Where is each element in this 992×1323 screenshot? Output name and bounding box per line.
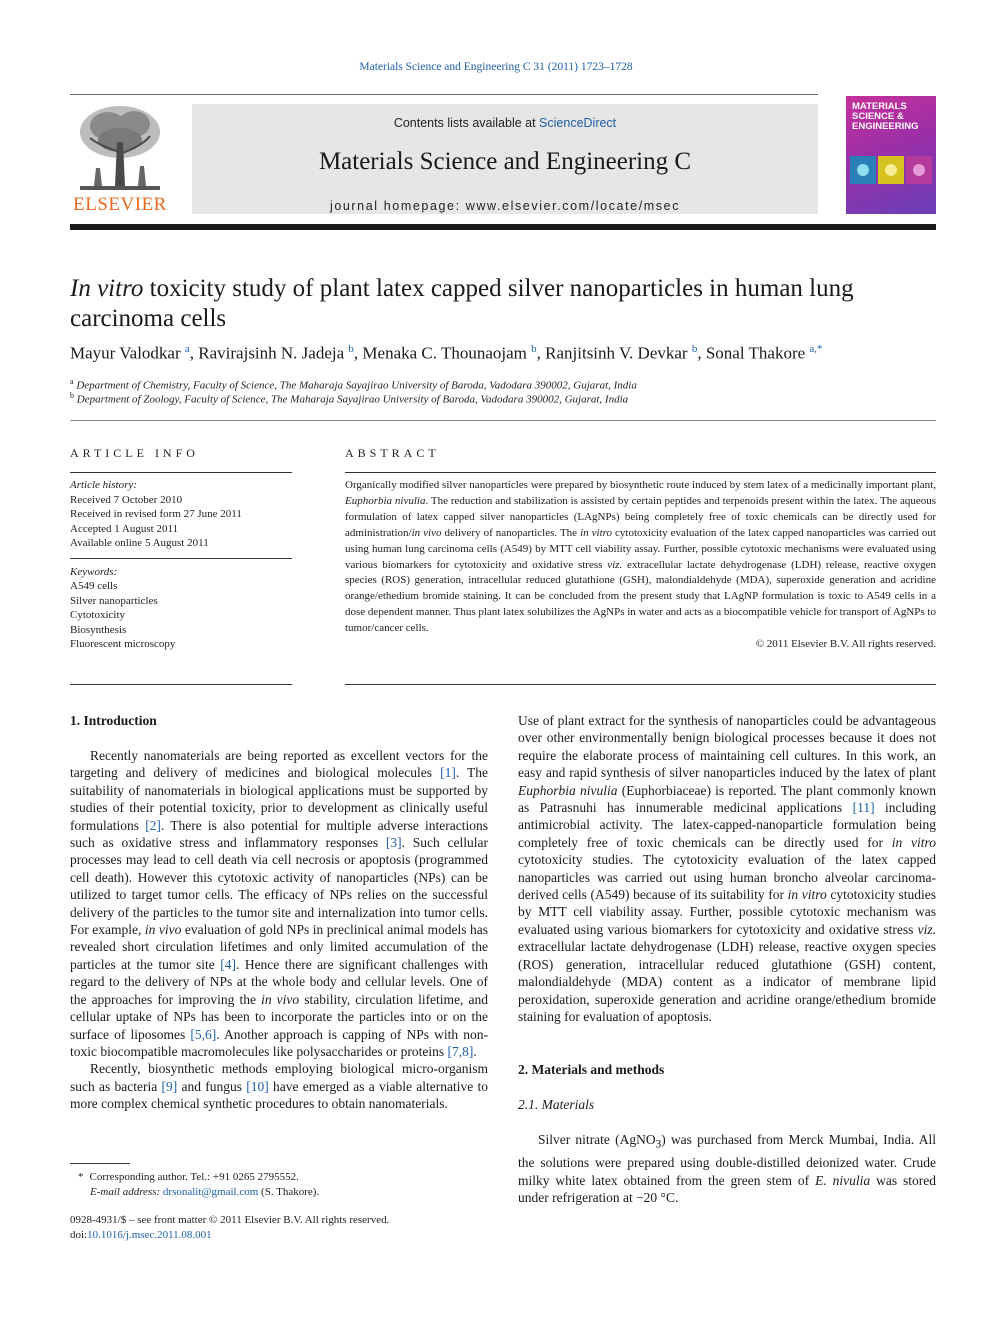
citation-ref[interactable]: [11] <box>852 800 875 816</box>
keyword: Silver nanoparticles <box>70 594 158 607</box>
materials-paragraph <box>518 1131 936 1206</box>
body-column-left <box>70 747 488 1113</box>
history-item: Received 7 October 2010 <box>70 493 183 506</box>
citation-ref[interactable]: [2] <box>145 817 161 833</box>
doi-link[interactable]: 10.1016/j.msec.2011.08.001 <box>87 1229 212 1241</box>
info-subrule <box>70 551 292 559</box>
author-name[interactable]: Sonal Thakore <box>705 343 806 363</box>
author-name[interactable]: Mayur Valodkar <box>70 343 181 363</box>
cover-artwork <box>850 156 932 184</box>
banner-top-rule <box>70 94 818 95</box>
citation-ref[interactable]: [3] <box>385 835 402 851</box>
journal-banner <box>70 94 936 230</box>
footnote-rule <box>70 1163 130 1164</box>
email-link[interactable]: drsonalit@gmail.com <box>162 1186 259 1198</box>
doi-line: doi:10.1016/j.msec.2011.08.001 <box>70 1229 212 1241</box>
abstract-text: Organically modified silver nanoparticles were prepared by biosynthetic route induced by stem latex of a medicinally important plant, Euphorbia nivulia. The reduction and stabilization is assisted by certain peptides and terpenoids present within the latex. The aqueous formulation of latex capped silver nanoparticles (LAgNPs) being completely free of toxic chemicals can be directly used for administration/in vivo delivery of nanoparticles. The in vitro cytotoxicity evaluation of the latex capped nanoparticles was carried out using human lung carcinoma cells (A549) by MTT cell viability assay. Further, possible cytotoxic mechanisms were evaluated using various biomarkers for cytotoxicity and oxidative stress viz. extracellular lactate dehydrogenase (LDH) release, reactive oxygen species (ROS) generation, intracellular reduced glutathione (GSH), malondialdehyde (MDA), superoxide generation and acridine orange/ethedium bromide staining. It can be concluded from the present study that LAgNP formulation is toxic to A549 cells in a dose dependent manner. Thus plant latex solubilizes the AgNPs in water and acts as a biocompatible vehicle for transport of AgNPs to tumor/cancer cells. © 2011 Elsevier B.V. All rights reserved. <box>345 478 936 653</box>
journal-title-box <box>192 104 818 214</box>
author-name[interactable]: Menaka C. Thounaojam <box>362 343 527 363</box>
citation-ref[interactable]: [7,8] <box>447 1043 474 1059</box>
paragraph: Recently, biosynthetic methods employing biological micro-organism such as bacteria [9] and fungus [10] have emerged as a viable alternative to more complex chemical synthetic procedures to obtain nanomaterials. <box>70 1061 489 1112</box>
issn-line: 0928-4931/$ – see front matter © 2011 Elsevier B.V. All rights reserved. <box>70 1214 390 1226</box>
journal-name: Materials Science and Engineering C <box>318 148 692 175</box>
info-rule <box>70 472 292 473</box>
keyword: Biosynthesis <box>70 623 127 636</box>
article-info-heading: ARTICLE INFO <box>70 446 199 460</box>
author-list: Mayur Valodkar $^a$, Ravirajsinh N. Jadeja $^b$, Menaka C. Thounaojam $^b$, Ranjitsinh V. Devkar $^b$, Sonal Thakore $^{a,*}$ <box>70 343 823 363</box>
cover-title: MATERIALS SCIENCE & ENGINEERING <box>852 101 919 132</box>
citation-ref[interactable]: [9] <box>161 1078 178 1094</box>
issn-doi-block <box>70 1213 488 1243</box>
citation-ref[interactable]: [4] <box>220 956 236 972</box>
history-item: Accepted 1 August 2011 <box>70 522 179 535</box>
history-label: Article history: <box>70 479 137 491</box>
paragraph: Use of plant extract for the synthesis of nanoparticles could be advantageous over other environmentally benign biological processes because it does not require the elaborate process of maintaining cell cultures. In this work, an easy and rapid synthesis of silver nanoparticles induced by the latex of plant Euphorbia nivulia (Euphorbiaceae) is reported. The plant commonly known as Patrasnuhi has innumerable medicinal applications [11] including antimicrobial activity. The latex-capped-nanoparticle formulation being completely free of toxic chemicals can be directly used for in vitro cytotoxicity studies. The cytotoxicity evaluation of the latex capped nanoparticles was carried out using human broncho alveolar carcinoma-derived cells (A549) because of its suitability for in vitro cytotoxicity studies by MTT cell viability assay. Further, possible cytotoxic mechanism was evaluated using various biomarkers for cytotoxicity and oxidative stress viz. extracellular lactate dehydrogenase (LDH) release, reactive oxygen species (ROS) generation, intracellular reduced glutathione (GSH) content, malondialdehyde (MDA) content as a indicator of membrane lipid peroxidation, superoxide generation and acridine orange/ethedium bromide staining for evaluation of apoptosis. <box>518 713 937 1024</box>
contents-line: Contents lists available at ScienceDirect <box>393 116 617 130</box>
introduction-heading: 1. Introduction <box>70 713 157 728</box>
paragraph: Silver nitrate (AgNO$_3$) was purchased from Merck Mumbai, India. All the solutions were prepared using double-distilled deionized water. Crude milky white latex obtained from the green stem of E. nivulia was stored under refrigeration at −20 °C. <box>518 1132 936 1205</box>
keyword: Fluorescent microscopy <box>70 638 176 650</box>
paragraph: Recently nanomaterials are being reported as excellent vectors for the targeting and delivery of medicines and biological molecules [1]. The suitability of nanomaterials in biological applications must be supported by studies of their potential toxicity, prior to development as clinically useful formulations [2]. There is also potential for multiple adverse interactions such as oxidative stress and inflammatory responses [3]. Such cellular processes may lead to cell death via cell necrosis or apoptosis (programmed cell death). However this cytotoxic activity of nanoparticles (NPs) can be utilized to target tumor cells. The efficacy of NPs relies on the successful delivery of the particles to the tumor site and internalization into tumor cells. For example, in vivo evaluation of gold NPs in preclinical animal models has revealed short circulation lifetimes and only limited accumulation of the particles at the tumor site [4]. Hence there are significant challenges with regard to the delivery of NPs at the whole body and cellular levels. One of the approaches for improving the in vivo stability, circulation lifetime, and cellular uptake of NPs has been to incorporate the particles into or on the surface of liposomes [5,6]. Another approach is capping of NPs with non-toxic biocompatible macromolecules like polysaccharides or proteins [7,8]. <box>70 748 488 1059</box>
citation-ref[interactable]: [10] <box>246 1078 269 1094</box>
journal-homepage[interactable]: journal homepage: www.elsevier.com/locate/msec <box>329 199 681 213</box>
citation-ref[interactable]: [1] <box>440 765 456 781</box>
info-bottom-rule <box>70 684 292 685</box>
article-title: In vitro toxicity study of plant latex capped silver nanoparticles in human lung carcinoma cells <box>70 275 854 332</box>
abstract-bottom-rule <box>345 684 936 685</box>
article-info <box>70 478 292 652</box>
affiliation-b: $^b$ Department of Zoology, Faculty of Science, The Maharaja Sayajirao University of Baroda, Vadodara 390002, Gujarat, India <box>70 391 629 406</box>
journal-citation[interactable]: Materials Science and Engineering C 31 (2011) 1723–1728 <box>359 61 633 73</box>
affiliation-a: $^a$ Department of Chemistry, Faculty of Science, The Maharaja Sayajirao University of Baroda, Vadodara 390002, Gujarat, India <box>70 377 637 392</box>
sciencedirect-link[interactable]: ScienceDirect <box>539 116 617 130</box>
abstract-heading: ABSTRACT <box>345 446 440 460</box>
history-item: Available online 5 August 2011 <box>70 537 209 549</box>
keyword: Cytotoxicity <box>70 609 125 621</box>
section-divider <box>70 420 936 421</box>
methods-heading: 2. Materials and methods <box>518 1062 665 1077</box>
banner-bottom-rule <box>70 224 936 230</box>
keywords-label: Keywords: <box>70 565 118 578</box>
author-name[interactable]: Ravirajsinh N. Jadeja <box>198 343 345 363</box>
materials-subheading: 2.1. Materials <box>518 1097 595 1112</box>
keyword: A549 cells <box>70 580 118 592</box>
citation-ref[interactable]: [5,6] <box>190 1026 217 1042</box>
abstract-rule <box>345 472 936 473</box>
history-item: Received in revised form 27 June 2011 <box>70 508 242 520</box>
journal-cover-image <box>846 96 936 214</box>
elsevier-wordmark: ELSEVIER <box>73 194 167 215</box>
author-name[interactable]: Ranjitsinh V. Devkar <box>545 343 688 363</box>
corresponding-footnote: * Corresponding author. Tel.: +91 0265 2795552. E-mail address: drsonalit@gmail.com (S. Thakore). <box>78 1171 320 1198</box>
copyright-line: © 2011 Elsevier B.V. All rights reserved. <box>755 638 936 651</box>
body-column-right <box>518 712 936 1025</box>
